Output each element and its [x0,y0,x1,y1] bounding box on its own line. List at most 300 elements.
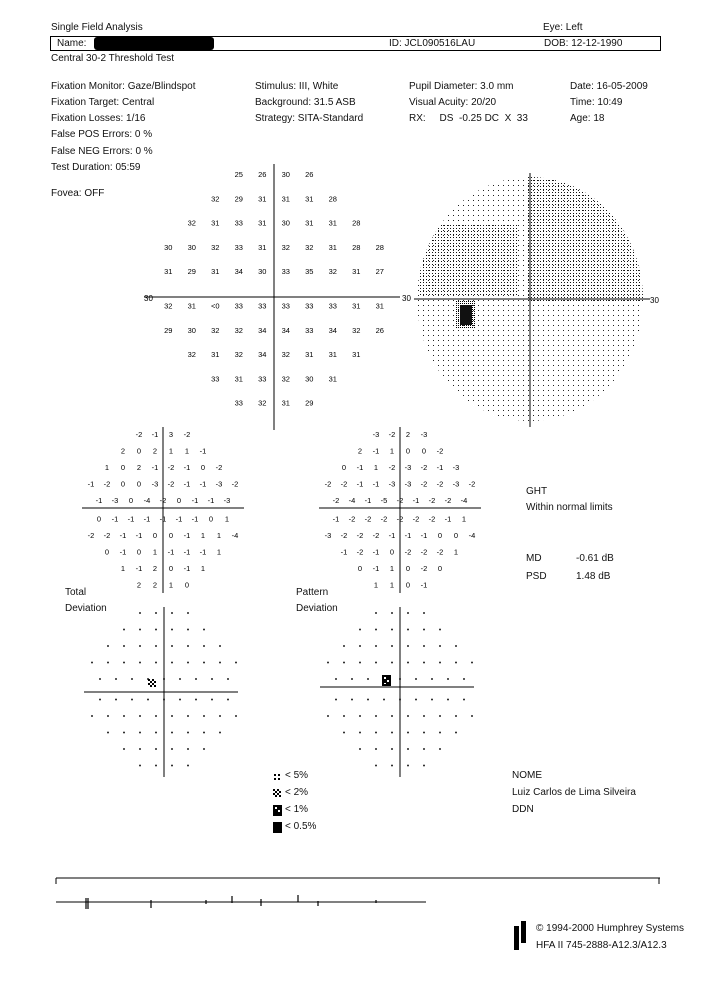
pd-value: -2 [436,547,444,557]
notes-ddn: DDN [512,804,534,815]
td-value: -1 [183,463,191,472]
param-age: Age: 18 [570,113,605,124]
td-value: -2 [231,479,239,489]
td-value: -1 [87,479,95,489]
tdp-dot [187,748,189,750]
psd-value: 1.48 dB [576,571,611,582]
pd-value: -2 [332,496,340,505]
td-value: -1 [151,430,159,439]
td-value: -3 [223,496,231,505]
tdp-dot [163,699,165,701]
tdp-dot [211,699,213,701]
td-value: -2 [135,430,143,439]
tdp-dot [203,662,205,664]
pd-value: -2 [436,446,444,456]
tdp-dot [139,645,141,647]
td-value: 0 [152,531,158,540]
pd-value: 2 [357,446,363,456]
total-deviation-label-1: Total [65,587,87,598]
tdp-dot [131,699,133,701]
pd-value: -2 [428,514,436,524]
tdp-dot [171,629,173,631]
td-value: -1 [143,514,151,524]
legend-2pct-symbol [273,789,283,799]
pdp-dot [471,662,473,664]
threshold-value: 31 [164,267,173,277]
tdp-dot [147,699,149,701]
td-value: 0 [120,463,126,472]
total-deviation-probability [82,605,242,780]
td-value: -1 [191,496,199,505]
param-false-neg: False NEG Errors: 0 % [51,146,153,157]
td-value: -2 [183,430,191,439]
threshold-value: 30 [281,218,290,228]
pdp-dot [391,629,393,631]
param-false-pos: False POS Errors: 0 % [51,129,153,140]
pdp-dot [415,678,417,680]
pdp-dot [391,662,393,664]
tdp-dot [187,765,189,767]
tdp-dot [99,699,101,701]
tdp-dot [139,662,141,664]
logo-bar-left [514,926,519,950]
name-redaction [94,37,214,50]
pdp-dot [407,748,409,750]
threshold-value: <0 [210,301,220,311]
td-value: -4 [231,531,239,540]
pd-value: -1 [420,580,428,590]
td-value: -1 [159,514,167,524]
param-time: Time: 10:49 [570,97,623,108]
param-strategy: Strategy: SITA-Standard [255,113,364,124]
tdp-dot [171,732,173,734]
threshold-value: 31 [211,267,220,277]
threshold-value: 31 [258,194,267,204]
tdp-dot [123,662,125,664]
threshold-value: 32 [164,301,173,311]
td-value: -1 [111,514,119,524]
pattern-deviation-label-1: Pattern [296,587,329,598]
threshold-value: 33 [258,301,267,311]
td-value: -1 [207,496,215,505]
threshold-value: 32 [211,325,220,335]
td-value: -2 [103,479,111,489]
pd-value: -4 [468,531,476,540]
tdp-dot [155,629,157,631]
td-value: -2 [87,531,95,540]
td-value: 0 [136,446,142,456]
threshold-value: 31 [328,242,337,252]
param-stimulus: Stimulus: III, White [255,81,339,92]
threshold-value: 32 [211,194,220,204]
threshold-value: 34 [258,350,267,360]
tdp-dot [139,612,141,614]
name-label: Name: [57,38,87,49]
pdp-dot [391,715,393,717]
threshold-value: 28 [352,242,361,252]
pdp-dot [431,699,433,701]
td-value: 2 [136,580,142,590]
threshold-value: 30 [258,267,267,277]
param-fixation-monitor: Fixation Monitor: Gaze/Blindspot [51,81,196,92]
legend-5pct-label: < 5% [285,770,309,781]
tdp-dot [107,645,109,647]
threshold-value: 31 [234,374,243,384]
threshold-value: 31 [328,218,337,228]
threshold-value: 33 [211,374,220,384]
pd-value: -2 [420,463,428,472]
threshold-value: 33 [305,301,314,311]
td-value: -2 [167,479,175,489]
pdp-dot [423,765,425,767]
threshold-value: 34 [281,325,290,335]
td-value: -1 [127,514,135,524]
pd-value: -1 [372,479,380,489]
test-name: Central 30-2 Threshold Test [51,53,175,64]
tdp-dot [155,748,157,750]
tdp-dot [203,645,205,647]
threshold-axis-label-right: 30 [402,294,411,303]
tdp-dot [139,715,141,717]
pd-value: -2 [436,479,444,489]
footer-copyright: © 1994-2000 Humphrey Systems [536,923,684,934]
pd-value: -1 [356,463,364,472]
legend-05pct-label: < 0.5% [285,821,317,832]
tdp-dot [227,678,229,680]
pd-value: 1 [461,514,467,524]
pdp-dot [375,715,377,717]
td-value: 2 [120,446,126,456]
tdp-dot [171,765,173,767]
param-rx: RX: DS -0.25 DC X 33 [409,113,528,124]
pd-value: -3 [404,463,412,472]
pdp-dot [447,699,449,701]
threshold-value: 30 [164,242,173,252]
pd-value: -1 [372,446,380,456]
threshold-value: 29 [164,325,173,335]
tdp-dot [123,629,125,631]
tdp-dot [179,678,181,680]
tdp-dot [187,629,189,631]
legend-5pct-symbol [273,772,283,782]
threshold-value: 32 [281,350,290,360]
tdp-dot [123,715,125,717]
td-value: 1 [216,547,222,557]
threshold-axis-label-left: 30 [144,294,153,303]
pdp-dot [359,629,361,631]
pd-value: 0 [437,531,443,540]
threshold-value: 31 [211,218,220,228]
pdp-dot [391,765,393,767]
pd-value: -1 [332,514,340,524]
td-value: 1 [120,564,126,573]
threshold-value: 31 [328,374,337,384]
threshold-value: 31 [328,350,337,360]
pd-value: 0 [405,446,411,456]
threshold-value: 30 [187,242,196,252]
pd-value: -1 [420,531,428,540]
tdp-dot [219,662,221,664]
threshold-map [130,160,410,435]
threshold-value: 32 [187,218,196,228]
param-fixation-losses: Fixation Losses: 1/16 [51,113,146,124]
tdp-dot [171,662,173,664]
pdp-dot [367,678,369,680]
td-value: 0 [136,479,142,489]
date-of-birth: DOB: 12-12-1990 [544,38,623,49]
tdp-dot [155,715,157,717]
threshold-value: 31 [211,350,220,360]
pd-value: -1 [372,547,380,557]
tdp-dot [203,715,205,717]
pd-value: 2 [405,430,411,439]
pdp-dot [375,765,377,767]
pd-value: -2 [356,547,364,557]
threshold-value: 30 [281,170,290,179]
td-value: -1 [183,547,191,557]
tdp-dot [195,678,197,680]
tdp-dot [123,645,125,647]
td-value: 0 [168,531,174,540]
tdp-dot [155,645,157,647]
tdp-dot [163,678,165,680]
pd-value: -2 [420,564,428,573]
pdp-dot [439,645,441,647]
pd-value: -2 [428,496,436,505]
grayscale-plot [408,165,668,435]
pdp-dot [335,678,337,680]
td-value: 0 [176,496,182,505]
pdp-dot [423,732,425,734]
pdp-dot [383,699,385,701]
td-value: -1 [95,496,103,505]
pd-value: -4 [460,496,468,505]
tdp-dot [171,748,173,750]
legend-1pct-symbol [273,805,283,816]
pdp-dot [439,715,441,717]
td-value: 2 [152,580,158,590]
td-value: -2 [159,496,167,505]
eye-label: Eye: Left [543,22,583,33]
pd-value: -2 [396,496,404,505]
pd-value: 0 [357,564,363,573]
pd-value: -2 [404,547,412,557]
td-value: -1 [183,531,191,540]
param-background: Background: 31.5 ASB [255,97,356,108]
pdp-dot [439,732,441,734]
tdp-dot [155,732,157,734]
pdp-dot [351,678,353,680]
td-value: -1 [191,514,199,524]
tdp-dot [91,662,93,664]
threshold-value: 33 [234,398,243,408]
grayscale-axis-label: 30 [650,296,659,305]
pdp-dot [431,678,433,680]
pd-value: -3 [404,479,412,489]
pdp-dot [463,699,465,701]
pdp-dot [375,748,377,750]
threshold-value: 28 [352,218,361,228]
pdp-dot [359,645,361,647]
pdp-dot [423,748,425,750]
pd-value: -2 [380,514,388,524]
threshold-value: 31 [258,218,267,228]
pdp-dot [343,715,345,717]
tdp-dot [115,699,117,701]
tdp-dot [235,715,237,717]
pd-value: -3 [372,430,380,439]
pdp-dot [423,612,425,614]
td-value: -2 [215,463,223,472]
threshold-value: 31 [352,350,361,360]
pd-value: -1 [356,479,364,489]
pdp-dot [359,715,361,717]
pattern-deviation-label-2: Deviation [296,603,338,614]
threshold-value: 33 [234,218,243,228]
tdp-dot [187,715,189,717]
pd-value: 0 [405,564,411,573]
td-value: 1 [168,580,174,590]
tdp-dot [219,732,221,734]
pd-value: -1 [364,496,372,505]
param-fixation-target: Fixation Target: Central [51,97,155,108]
pdp-dot [439,748,441,750]
pdp-dot [359,662,361,664]
pdp-dot [415,699,417,701]
threshold-value: 32 [258,398,267,408]
tdp-dot [155,765,157,767]
td-value: 1 [168,446,174,456]
tdp-dot [139,629,141,631]
td-value: 0 [96,514,102,524]
pdp-dot [335,699,337,701]
threshold-value: 32 [352,325,361,335]
report-title: Single Field Analysis [51,22,143,33]
pdp-dot [375,732,377,734]
td-value: -3 [111,496,119,505]
pd-value: -2 [396,514,404,524]
td-value: 1 [216,531,222,540]
pdp-dot [423,662,425,664]
pdp-dot [391,612,393,614]
pd-value: -1 [436,463,444,472]
threshold-value: 34 [328,325,337,335]
pdp-dot [407,612,409,614]
tdp-dot [235,662,237,664]
tdp-dot [115,678,117,680]
td-value: -3 [215,479,223,489]
tdp-dot [227,699,229,701]
threshold-value: 33 [328,301,337,311]
pdp-dot [327,715,329,717]
td-value: -2 [103,531,111,540]
threshold-value: 33 [281,301,290,311]
pd-value: -2 [412,514,420,524]
tdp-dot [139,732,141,734]
pdp-dot [455,732,457,734]
legend-2pct-label: < 2% [285,787,309,798]
pd-value: 0 [437,564,443,573]
pdp-dot [423,645,425,647]
tdp-dot [99,678,101,680]
threshold-value: 31 [352,267,361,277]
tdp-dot [179,699,181,701]
pd-value: 1 [373,580,379,590]
threshold-value: 34 [234,267,243,277]
pdp-dot [343,732,345,734]
threshold-value: 29 [234,194,243,204]
tdp-dot [195,699,197,701]
pd-value: -4 [348,496,356,505]
threshold-value: 28 [328,194,337,204]
pd-value: -2 [444,496,452,505]
tdp-dot [211,678,213,680]
param-fovea: Fovea: OFF [51,188,105,199]
pdp-dot [343,645,345,647]
td-value: 0 [120,479,126,489]
td-value: 0 [200,463,206,472]
pd-value: 1 [373,463,379,472]
tdp-dot [91,715,93,717]
tdp-dot [203,732,205,734]
pdp-dot [423,715,425,717]
threshold-value: 32 [211,242,220,252]
threshold-value: 32 [234,325,243,335]
md-value: -0.61 dB [576,553,614,564]
pdp-dot [391,748,393,750]
pdp-dot [375,612,377,614]
pdp-1pct-symbol [382,675,391,686]
tdp-dot [123,748,125,750]
tdp-dot [107,662,109,664]
td-value: 0 [104,547,110,557]
td-value: 1 [184,446,190,456]
pd-value: -2 [420,479,428,489]
td-value: -1 [183,564,191,573]
td-value: -1 [119,547,127,557]
td-value: 1 [224,514,230,524]
tdp-dot [107,715,109,717]
pdp-dot [359,732,361,734]
threshold-value: 26 [258,170,267,179]
threshold-value: 33 [305,325,314,335]
threshold-value: 31 [187,301,196,311]
td-value: 3 [168,430,174,439]
pd-value: -2 [388,430,396,439]
pdp-dot [447,678,449,680]
td-value: -1 [183,479,191,489]
td-value: 1 [104,463,110,472]
td-value: 1 [200,564,206,573]
tdp-dot [203,748,205,750]
threshold-value: 33 [281,267,290,277]
ght-label: GHT [526,486,548,497]
legend-05pct-symbol [273,822,283,833]
td-value: 0 [128,496,134,505]
pdp-dot [407,715,409,717]
grayscale-medium-region [418,225,518,295]
pd-value: -2 [364,514,372,524]
pd-value: 0 [389,547,395,557]
td-value: -1 [199,479,207,489]
threshold-value: 30 [305,374,314,384]
td-value: 1 [152,547,158,557]
pdp-dot [463,678,465,680]
threshold-value: 33 [234,242,243,252]
td-value: 2 [136,463,142,472]
tdp-dot [155,662,157,664]
tdp-dot [107,732,109,734]
